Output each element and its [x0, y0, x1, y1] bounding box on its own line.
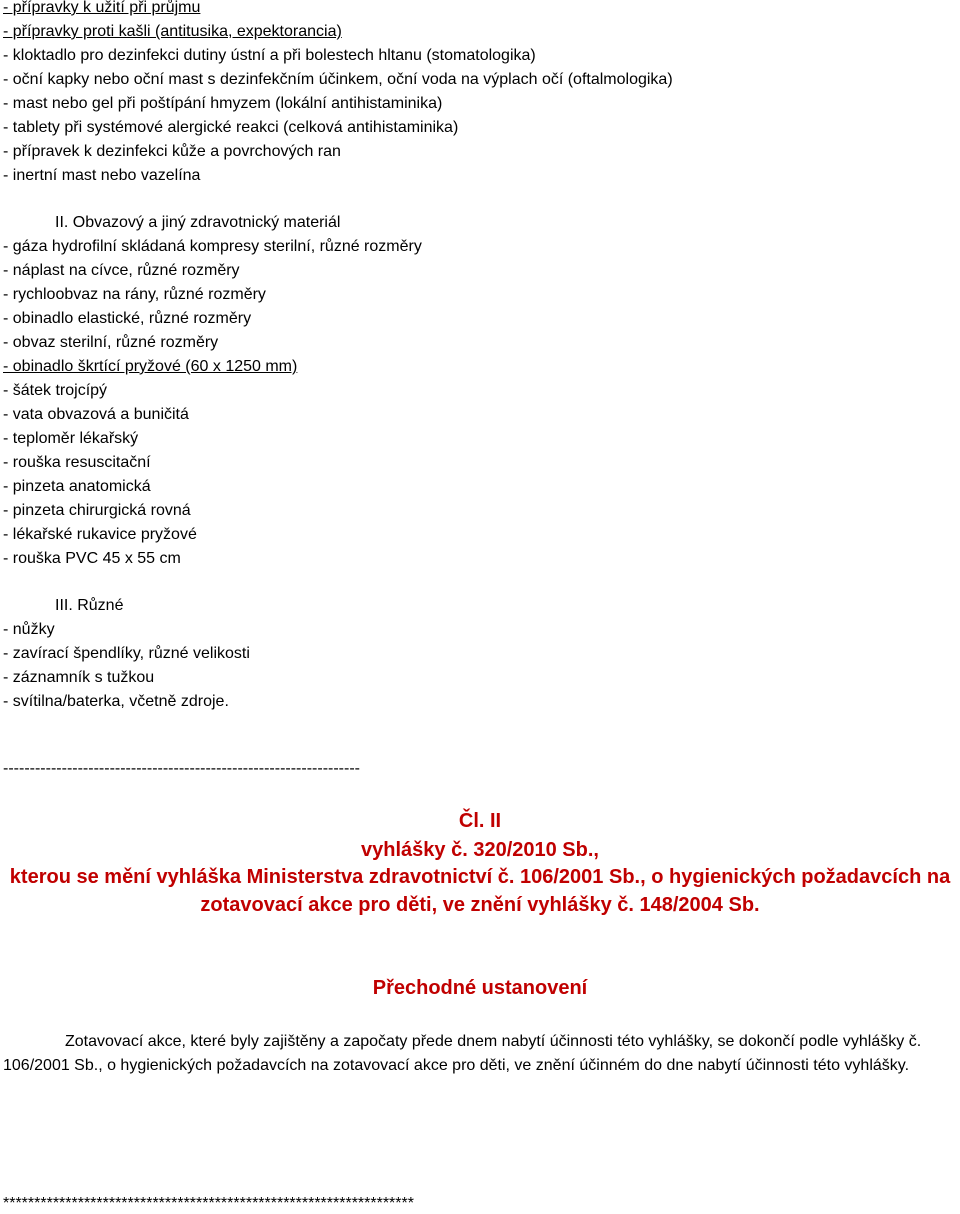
list-item: - zavírací špendlíky, různé velikosti	[3, 645, 250, 662]
list-item: - náplast na cívce, různé rozměry	[3, 262, 240, 279]
footer-separator: ******************************************************************	[3, 1195, 414, 1212]
list-item: - vata obvazová a buničitá	[3, 406, 189, 423]
list-item: - pinzeta chirurgická rovná	[3, 502, 191, 519]
list-item: - teploměr lékařský	[3, 430, 139, 447]
list-item: - šátek trojcípý	[3, 382, 108, 399]
list-item: - záznamník s tužkou	[3, 669, 155, 686]
list-item: - přípravky k užití při průjmu	[3, 0, 201, 16]
transitional-text: Zotavovací akce, které byly zajištěny a započaty přede dnem nabytí účinnosti této vyhlášky, se dokončí podle vyhlášky č. 106/2001 Sb., o hygienických požadavcích na zotavovací akce pro děti, ve znění účinném do dne nabytí účinnosti této vyhlášky.	[3, 1033, 922, 1074]
section-heading: II. Obvazový a jiný zdravotnický materiál	[55, 214, 341, 231]
list-item: - lékařské rukavice pryžové	[3, 526, 197, 543]
list-item: - svítilna/baterka, včetně zdroje.	[3, 693, 229, 710]
list-item: - přípravek k dezinfekci kůže a povrchových ran	[3, 143, 341, 160]
list-item: - přípravky proti kašli (antitusika, expektorancia)	[3, 23, 342, 40]
list-item: - mast nebo gel při poštípání hmyzem (lokální antihistaminika)	[3, 95, 443, 112]
list-item: - rouška resuscitační	[3, 454, 151, 471]
list-item: - oční kapky nebo oční mast s dezinfekčním účinkem, oční voda na výplach očí (oftalmologika)	[3, 71, 673, 88]
list-item: - nůžky	[3, 621, 55, 638]
decree-title: vyhlášky č. 320/2010 Sb.,	[361, 839, 599, 861]
list-item: - pinzeta anatomická	[3, 478, 151, 495]
list-item: - obvaz sterilní, různé rozměry	[3, 334, 219, 351]
list-item: - obinadlo škrtící pryžové (60 x 1250 mm)	[3, 358, 298, 375]
article-number: Čl. II	[458, 810, 502, 832]
section-heading: III. Různé	[55, 597, 124, 614]
list-item: - kloktadlo pro dezinfekci dutiny ústní a při bolestech hltanu (stomatologika)	[3, 47, 536, 64]
separator-line: -------------------------------------------------------------------	[3, 760, 360, 777]
list-item: - gáza hydrofilní skládaná kompresy sterilní, různé rozměry	[3, 238, 422, 255]
decree-subtitle-line1: kterou se mění vyhláška Ministerstva zdravotnictví č. 106/2001 Sb., o hygienických požadavcích na	[9, 866, 951, 888]
list-item: - rychloobvaz na rány, různé rozměry	[3, 286, 266, 303]
decree-subtitle-line2: zotavovací akce pro děti, ve znění vyhlášky č. 148/2004 Sb.	[200, 894, 760, 916]
transitional-heading: Přechodné ustanovení	[372, 977, 588, 999]
list-item: - obinadlo elastické, různé rozměry	[3, 310, 252, 327]
list-item: - tablety při systémové alergické reakci (celková antihistaminika)	[3, 119, 459, 136]
list-item: - rouška PVC 45 x 55 cm	[3, 550, 181, 567]
transitional-paragraph	[3, 1030, 948, 1078]
list-item: - inertní mast nebo vazelína	[3, 167, 201, 184]
